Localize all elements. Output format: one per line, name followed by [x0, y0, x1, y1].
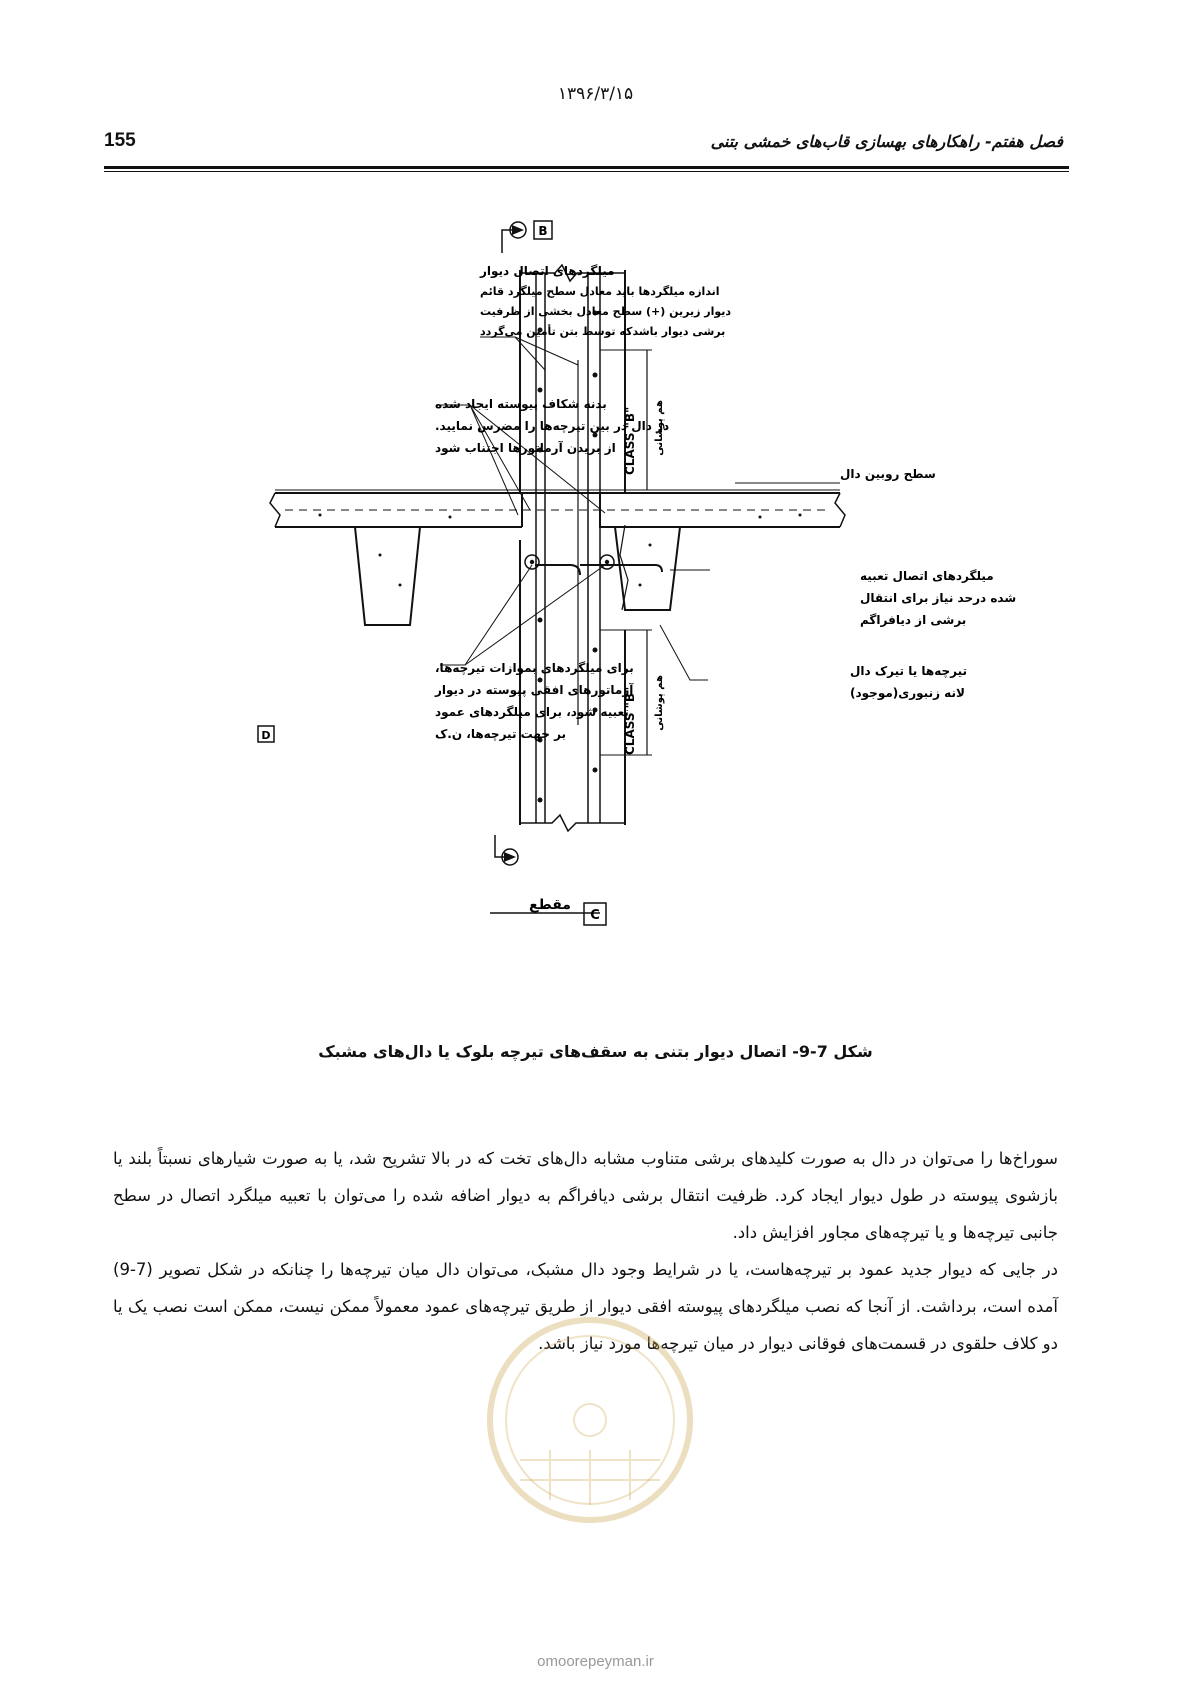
section-label: مقطع	[529, 897, 571, 913]
figure-caption: شکل 7-9- اتصال دیوار بتنی به سقف‌های تیرچه بلوک یا دال‌های مشبک	[318, 1042, 873, 1061]
parallel-line: تعبیه شود، برای میلگردهای عمود	[435, 705, 629, 719]
slot-line: در دال در بین تیرچه‌ها را مضرس نمایید.	[435, 419, 670, 433]
parallel-line: بر جهت تیرچه‌ها، ن.ک	[435, 727, 567, 741]
parallel-line: آرماتورهای افقی پیوسته در دیوار	[435, 683, 634, 697]
marker-c-text: C	[590, 908, 600, 923]
class-b-top: CLASS "B"	[623, 406, 637, 475]
joist-line: لانه زنبوری(موجود)	[850, 686, 965, 700]
left-joist	[355, 527, 420, 625]
dowel-line: دیوار زیرین (+) سطح معادل بخشی از ظرفیت	[480, 305, 732, 318]
slot-line: بدنه شکاف پیوسته ایجاد شده	[435, 397, 607, 411]
header-rule-thin	[104, 171, 1069, 172]
wall-slab-connection-diagram	[200, 224, 1017, 945]
date: ۱۳۹۶/۳/۱۵	[557, 84, 634, 104]
marker-d-text: D	[261, 729, 271, 742]
paragraph: سوراخ‌ها را می‌توان در دال به صورت کلیدهای برشی متناوب مشابه دال‌های تخت که در بالا تشریح شد، یا به صورت شیارهای نسبتاً بلند یا بازشوی پیوسته در طول دیوار ایجاد کرد. ظرفیت انتقال برشی دیافراگم به دیوار اضافه شده را می‌توان با تعبیه میلگرد اتصال در سطح جانبی تیرچه‌ها و یا تیرچه‌های مجاور افزایش داد.	[113, 1149, 1058, 1242]
slot-line: از بریدن آرماتورها اجتناب شود	[435, 441, 616, 455]
embed-line: برشی از دیافراگم	[860, 613, 967, 627]
watermark-site: omoorepeyman.ir	[537, 1653, 654, 1670]
class-b-bottom: CLASS "B"	[623, 686, 637, 755]
dowel-line: برشی دیوار باشدکه توسط بتن تأمین می‌گردد	[480, 325, 726, 338]
section-marker-bottom	[502, 849, 518, 865]
section-marker-c	[529, 897, 606, 925]
watermark-logo-icon	[480, 1310, 700, 1530]
slab-surface-label: سطح روبین دال	[840, 467, 936, 481]
lap-top: هم پوشانی	[654, 400, 665, 456]
marker-b-text: B	[538, 224, 548, 238]
section-marker-b	[510, 221, 552, 239]
page-number: 155	[104, 130, 136, 151]
paragraph: در جایی که دیوار جدید عمود بر تیرچه‌هاست، یا در شرایط وجود دال مشبک، می‌توان دال میان تیرچه‌ها را چنانکه در شکل تصویر (7-9) آمده است، برداشت. از آنجا که نصب میلگردهای پیوسته افقی دیوار از طریق تیرچه‌های عمود معمولاً ممکن نیست، ممکن است نصب یک یا دو کلاف حلقوی در قسمت‌های فوقانی دیوار در میان تیرچه‌ها مورد نیاز باشد.	[113, 1260, 1058, 1353]
chapter-title: فصل هفتم- راهکارهای بهسازی قاب‌های خمشی بتنی	[710, 132, 1063, 151]
marker-d	[258, 726, 274, 742]
header-rule	[104, 166, 1069, 169]
embed-line: میلگردهای اتصال تعبیه	[860, 569, 994, 583]
parallel-line: برای میلگردهای بموازات تیرچه‌ها،	[435, 661, 634, 675]
lap-bottom: هم پوشانی	[654, 675, 665, 731]
joist-line: تیرچه‌ها یا تیرک دال	[850, 664, 968, 678]
dowel-line: اندازه میلگردها باید معادل سطح میلگرد قائم	[480, 285, 720, 298]
dowel-title: میلگردهای اتصال دیوار	[480, 264, 615, 278]
embed-line: شده درحد نیاز برای انتقال	[860, 591, 1017, 605]
